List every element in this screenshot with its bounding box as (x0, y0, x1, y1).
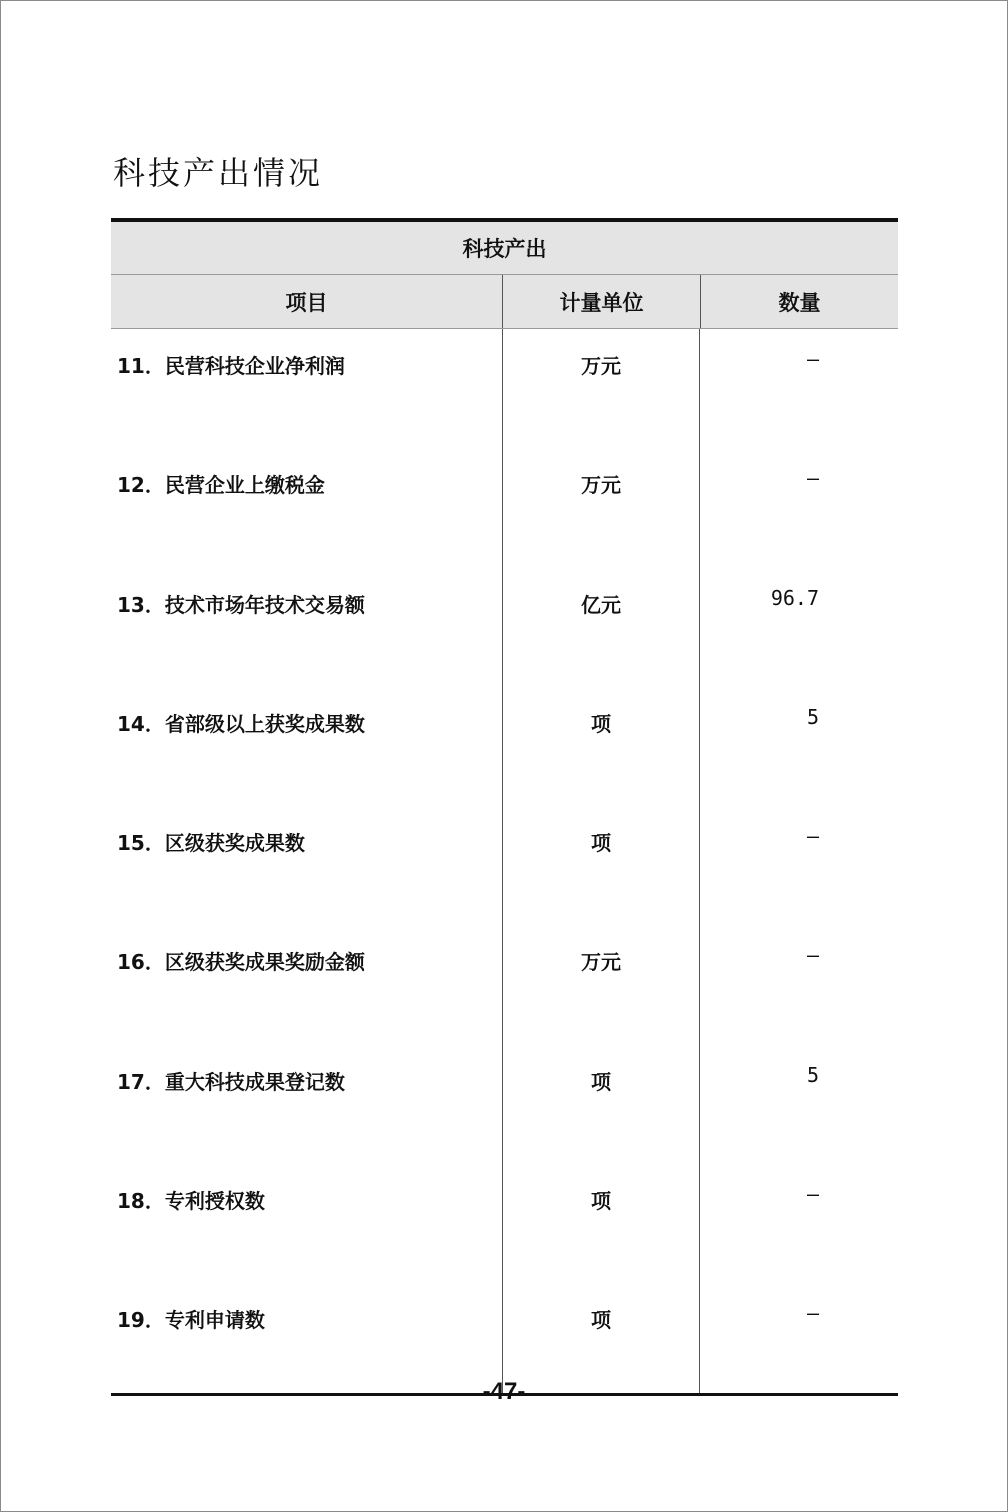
table-body (111, 329, 898, 1393)
row-item: 14．省部级以上获奖成果数 (117, 711, 365, 736)
row-unit: 万元 (502, 329, 699, 448)
data-table (111, 218, 898, 1396)
table-group-header: 科技产出 (111, 222, 898, 275)
row-item: 11．民营科技企业净利润 (117, 354, 345, 378)
column-header-quantity: 数量 (700, 275, 898, 328)
row-value: — (699, 448, 896, 567)
page-number: -47- (482, 1378, 526, 1405)
row-value: 96.7 (699, 568, 896, 687)
table-row (111, 568, 898, 687)
table-row (111, 1164, 898, 1283)
column-header-unit: 计量单位 (502, 275, 700, 328)
table-row (111, 1045, 898, 1164)
table-row (111, 448, 898, 567)
row-unit: 项 (502, 1283, 699, 1393)
table-row (111, 687, 898, 806)
row-item: 13．技术市场年技术交易额 (117, 592, 365, 617)
table-row (111, 329, 898, 448)
row-value: 5 (699, 687, 896, 806)
row-value: — (699, 806, 896, 925)
table-row (111, 1283, 898, 1393)
table-header-row (111, 275, 898, 329)
column-header-item: 项目 (285, 290, 328, 315)
row-value: — (699, 925, 896, 1044)
table-row (111, 806, 898, 925)
row-unit: 项 (502, 806, 699, 925)
table-row (111, 925, 898, 1044)
row-unit: 万元 (502, 448, 699, 567)
row-item: 12．民营企业上缴税金 (117, 473, 325, 498)
row-unit: 万元 (502, 925, 699, 1044)
row-item: 15．区级获奖成果数 (117, 831, 305, 856)
row-item: 19．专利申请数 (117, 1308, 265, 1333)
row-value: 5 (699, 1045, 896, 1164)
row-unit: 项 (502, 1164, 699, 1283)
row-unit: 项 (502, 1045, 699, 1164)
row-unit: 亿元 (502, 568, 699, 687)
row-item: 16．区级获奖成果奖励金额 (117, 950, 365, 975)
row-value: — (699, 1164, 896, 1283)
row-unit: 项 (502, 687, 699, 806)
row-value: — (699, 1283, 896, 1393)
row-item: 18．专利授权数 (117, 1189, 265, 1214)
row-item: 17．重大科技成果登记数 (117, 1069, 345, 1094)
page-title: 科技产出情况 (113, 154, 324, 192)
row-value: — (699, 329, 896, 448)
